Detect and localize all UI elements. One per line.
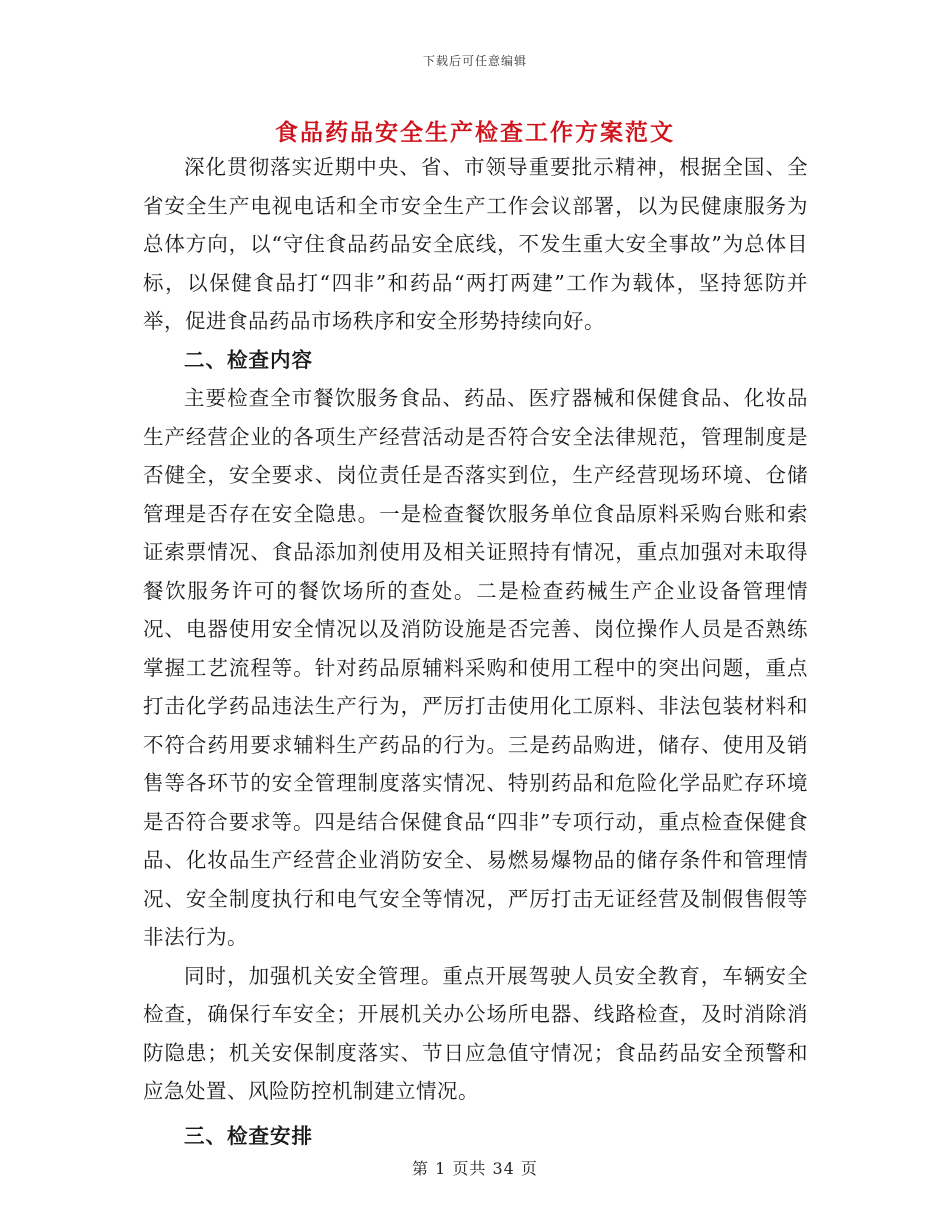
header-note: 下载后可任意编辑 [422,54,527,68]
intro-paragraph: 深化贯彻落实近期中央、省、市领导重要批示精神，根据全国、全省安全生产电视电话和全市安全生产工作会议部署，以为民健康服务为总体方向，以“守住食品药品安全底线，不发生重大安全事故”为总体目标，以保健食品打“四非”和药品“两打两建”工作为载体，坚持惩防并举，促进食品药品市场秩序和安全形势持续向好。 [143,155,808,333]
section-heading-inspection-schedule: 三、检查安排 [184,1123,313,1148]
agency-safety-paragraph: 同时，加强机关安全管理。重点开展驾驶人员安全教育，车辆安全检查，确保行车安全；开展机关办公场所电器、线路检查，及时消除消防隐患；机关安保制度落实、节日应急值守情况；食品药品安全预警和应急处置、风险防控机制建立情况。 [143,963,808,1103]
document-title: 食品药品安全生产检查工作方案范文 [275,119,675,146]
page-footer: 第 1 页共 34 页 [412,1159,538,1178]
document-body [143,148,808,1155]
inspection-content-paragraph: 主要检查全市餐饮服务食品、药品、医疗器械和保健食品、化妆品生产经营企业的各项生产经营活动是否符合安全法律规范，管理制度是否健全，安全要求、岗位责任是否落实到位，生产经营现场环境、仓储管理是否存在安全隐患。一是检查餐饮服务单位食品原料采购台账和索证索票情况、食品添加剂使用及相关证照持有情况，重点加强对未取得餐饮服务许可的餐饮场所的查处。二是检查药械生产企业设备管理情况、电器使用安全情况以及消防设施是否完善、岗位操作人员是否熟练掌握工艺流程等。针对药品原辅料采购和使用工程中的突出问题，重点打击化学药品违法生产行为，严厉打击使用化工原料、非法包装材料和不符合药用要求辅料生产药品的行为。三是药品购进，储存、使用及销售等各环节的安全管理制度落实情况、特别药品和危险化学品贮存环境是否符合要求等。四是结合保健食品“四非”专项行动，重点检查保健食品、化妆品生产经营企业消防安全、易燃易爆物品的储存条件和管理情况、安全制度执行和电气安全等情况，严厉打击无证经营及制假售假等非法行为。 [143,386,808,949]
section-heading-inspection-content: 二、检查内容 [184,347,313,372]
